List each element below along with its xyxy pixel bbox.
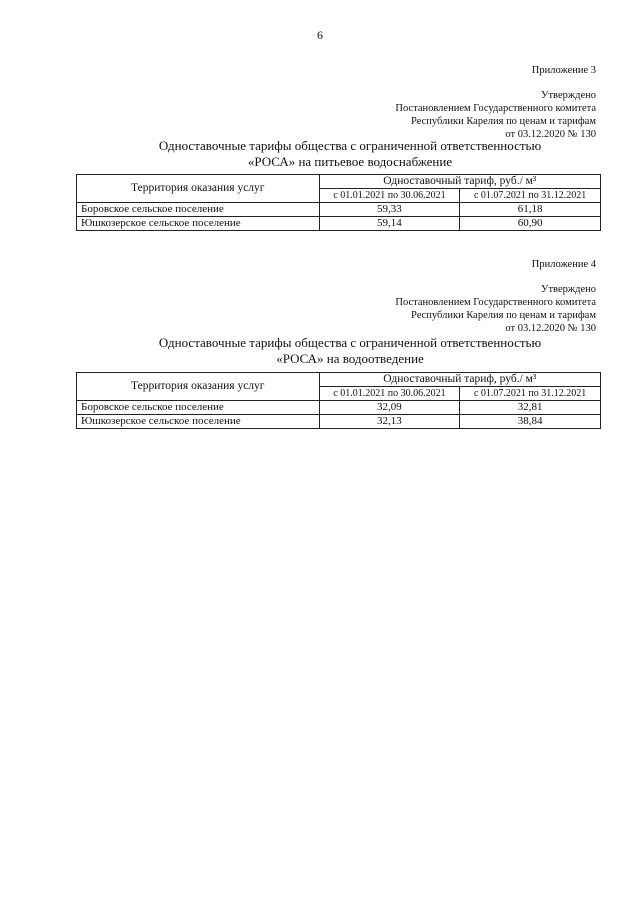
- approved-by-line-1: Постановлением Государственного комитета: [395, 103, 596, 114]
- title-line-1: Одноставочные тарифы общества с ограниченной ответственностью: [158, 138, 542, 153]
- column-header-period-1: с 01.01.2021 по 30.06.2021: [319, 189, 460, 203]
- approved-text: Утверждено: [541, 284, 596, 295]
- column-header-territory: Территория оказания услуг: [77, 175, 320, 203]
- column-header-period-1: с 01.01.2021 по 30.06.2021: [319, 387, 460, 401]
- table-row: [77, 401, 601, 415]
- tariff-value-period-2: 32,81: [460, 401, 601, 415]
- approved-date: от 03.12.2020 № 130: [505, 129, 596, 140]
- approved-text: Утверждено: [541, 90, 596, 101]
- appendix-label: Приложение 3: [531, 65, 596, 76]
- tariff-value-period-1: 32,09: [319, 401, 460, 415]
- table-row: [77, 203, 601, 217]
- approved-by-line-1: Постановлением Государственного комитета: [395, 297, 596, 308]
- page-number: 6: [317, 28, 323, 42]
- tariff-value-period-2: 61,18: [460, 203, 601, 217]
- approved-date: от 03.12.2020 № 130: [505, 323, 596, 334]
- title-line-2: «РОСА» на питьевое водоснабжение: [247, 154, 453, 169]
- appendix-4-approval-block: [395, 258, 596, 335]
- territory-name: Юшкозерское сельское поселение: [77, 217, 320, 231]
- table-row: [77, 415, 601, 429]
- title-line-1: Одноставочные тарифы общества с ограниченной ответственностью: [158, 335, 542, 350]
- title-line-2: «РОСА» на водоотведение: [276, 351, 424, 366]
- territory-name: Юшкозерское сельское поселение: [77, 415, 320, 429]
- appendix-label: Приложение 4: [531, 259, 596, 270]
- tariff-table-water-supply: [76, 174, 601, 231]
- tariff-value-period-1: 59,14: [319, 217, 460, 231]
- territory-name: Боровское сельское поселение: [77, 401, 320, 415]
- tariff-value-period-1: 59,33: [319, 203, 460, 217]
- section-1-title: [60, 138, 640, 170]
- tariff-table-wastewater: [76, 372, 601, 429]
- column-header-tariff: Одноставочный тариф, руб./ м³: [319, 175, 600, 189]
- approved-by-line-2: Республики Карелия по ценам и тарифам: [411, 310, 596, 321]
- tariff-value-period-2: 38,84: [460, 415, 601, 429]
- appendix-3-approval-block: [395, 64, 596, 141]
- approved-by-line-2: Республики Карелия по ценам и тарифам: [411, 116, 596, 127]
- column-header-territory: Территория оказания услуг: [77, 373, 320, 401]
- table-row: [77, 217, 601, 231]
- section-2-title: [60, 335, 640, 367]
- column-header-tariff: Одноставочный тариф, руб./ м³: [319, 373, 600, 387]
- column-header-period-2: с 01.07.2021 по 31.12.2021: [460, 189, 601, 203]
- column-header-period-2: с 01.07.2021 по 31.12.2021: [460, 387, 601, 401]
- territory-name: Боровское сельское поселение: [77, 203, 320, 217]
- tariff-value-period-1: 32,13: [319, 415, 460, 429]
- tariff-value-period-2: 60,90: [460, 217, 601, 231]
